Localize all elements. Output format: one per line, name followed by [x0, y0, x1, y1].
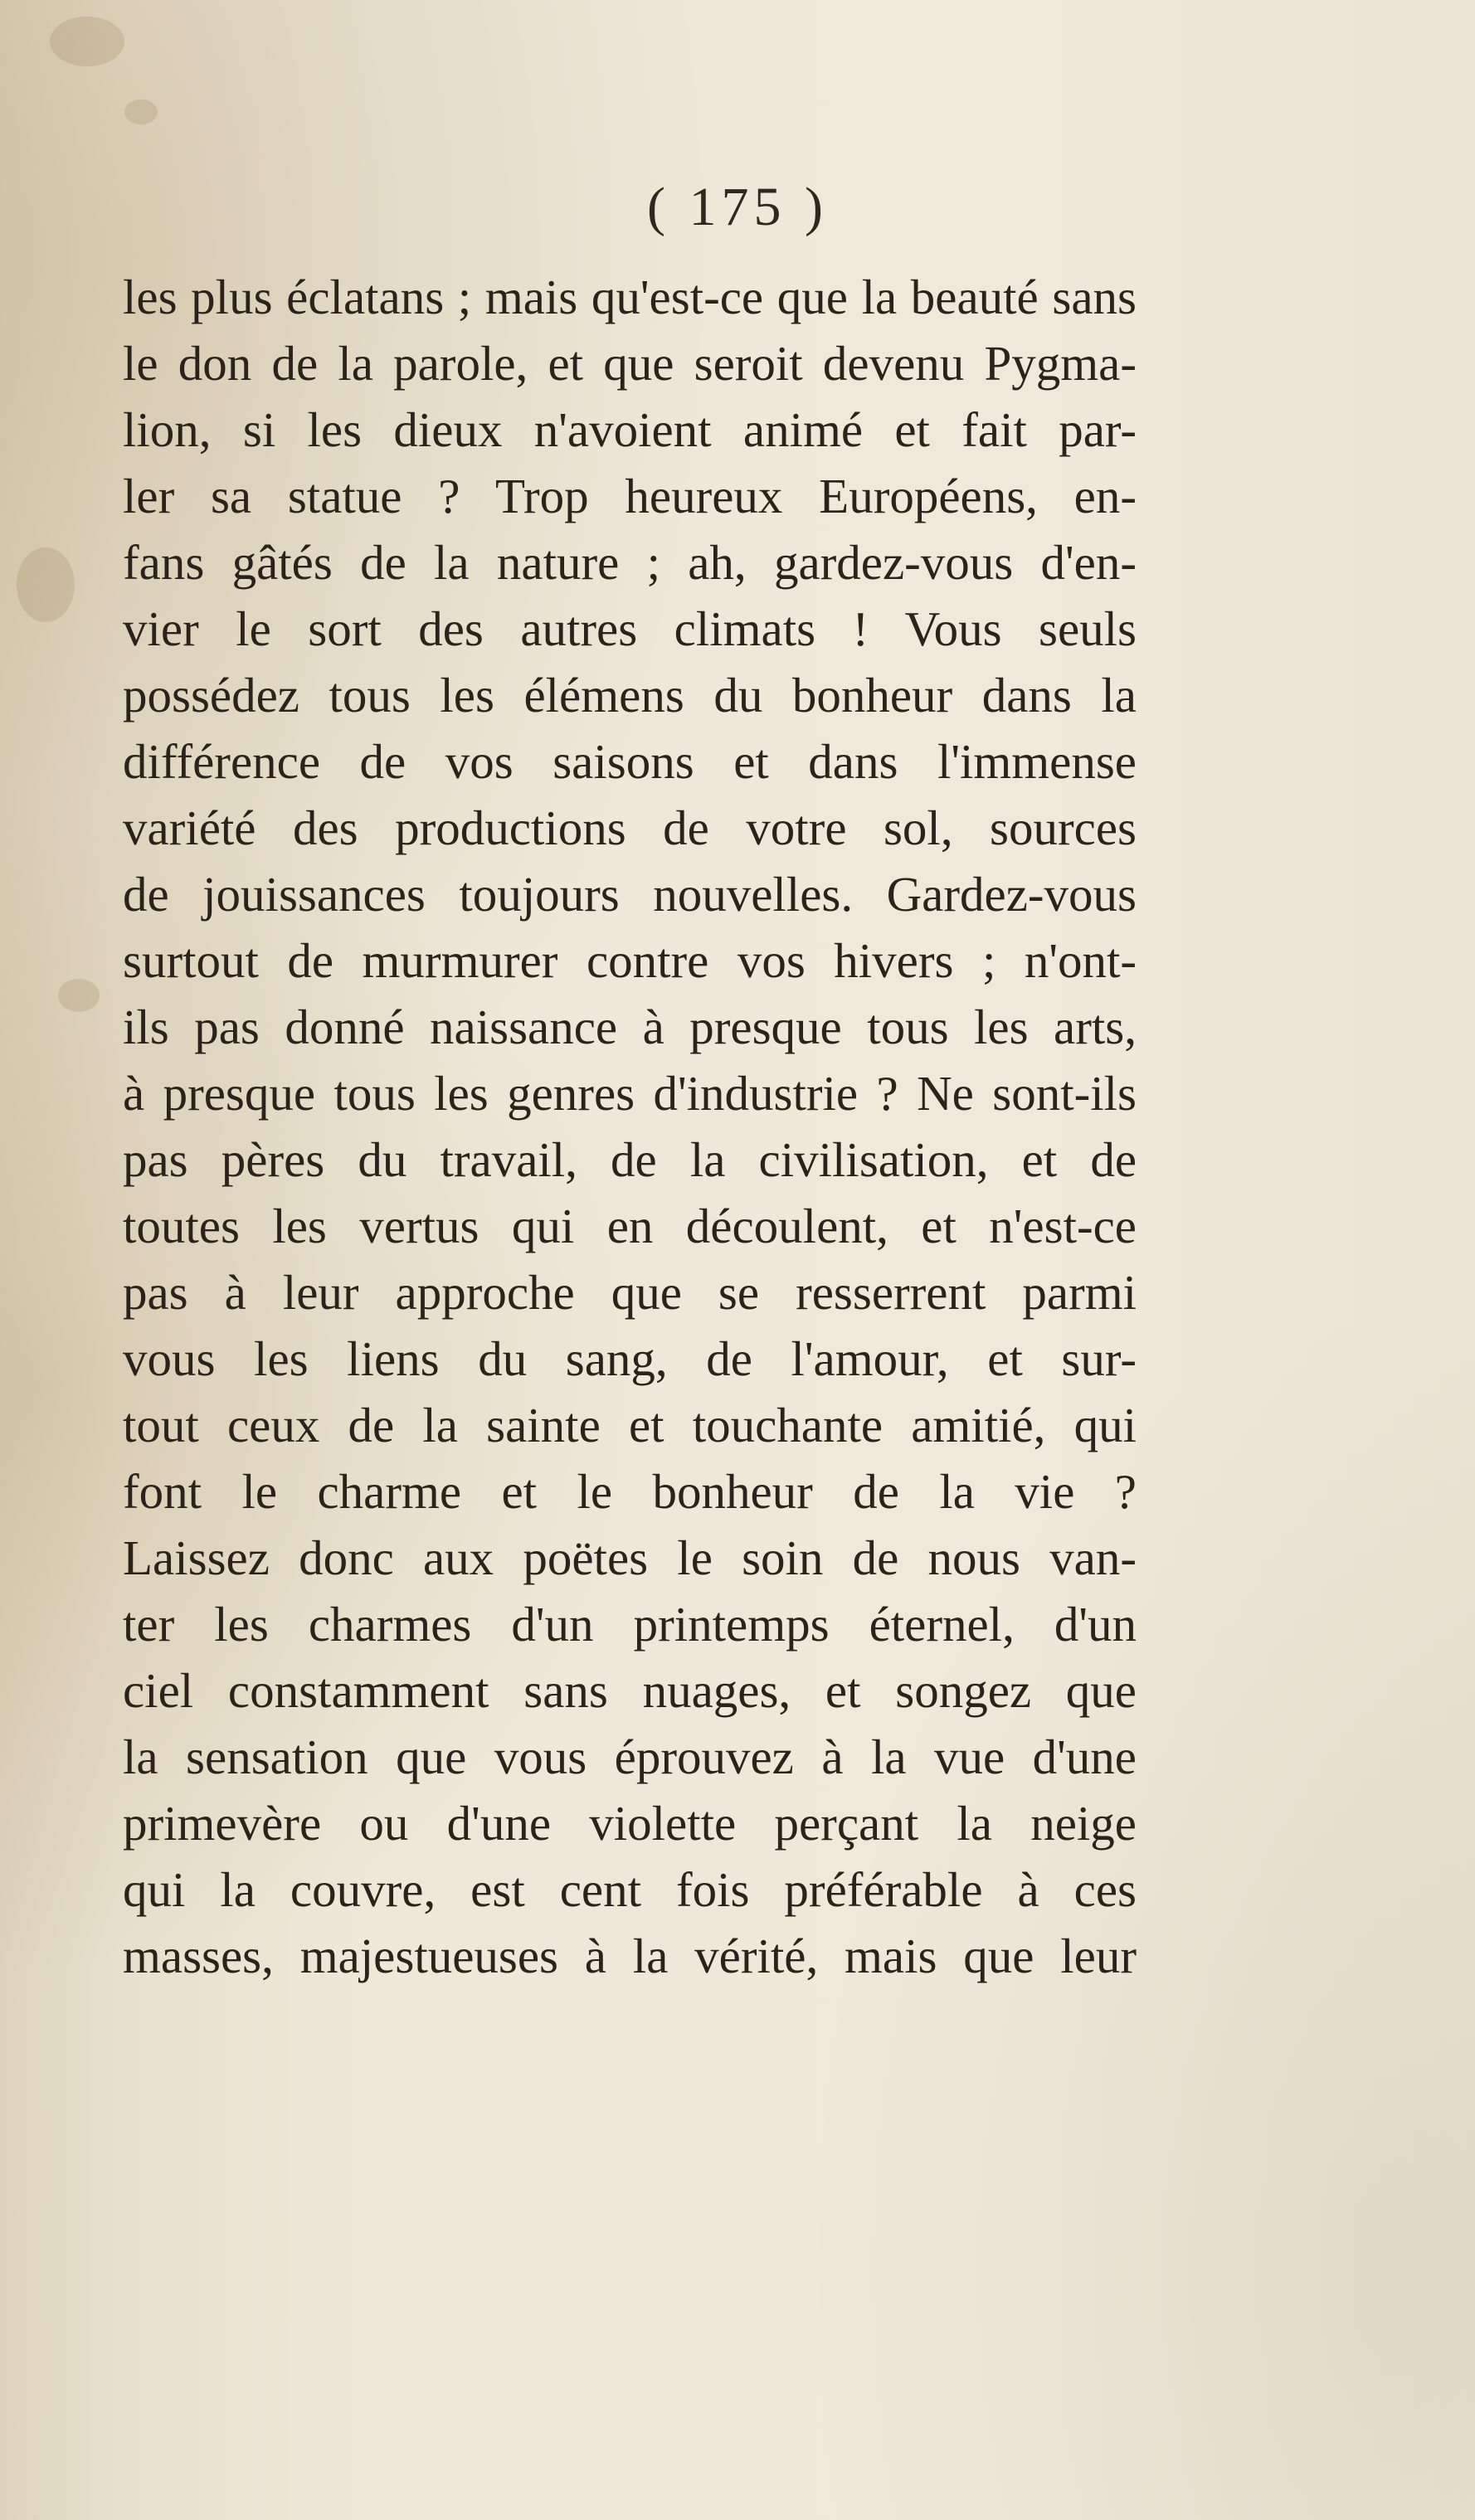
text-line: surtout de murmurer contre vos hivers ; n'ont- — [123, 933, 1137, 988]
text-line: ler sa statue ? Trop heureux Européens, en- — [123, 469, 1137, 523]
text-line: toutes les vertus qui en découlent, et n'est-ce — [123, 1199, 1137, 1253]
text-line: à presque tous les genres d'industrie ? Ne sont-ils — [123, 1066, 1137, 1121]
body-text — [123, 264, 1137, 1989]
text-line: différence de vos saisons et dans l'immense — [123, 734, 1137, 789]
foxing-stain — [17, 547, 75, 622]
text-line: font le charme et le bonheur de la vie ? — [123, 1464, 1137, 1519]
foxing-stain — [58, 979, 100, 1012]
foxing-stain — [50, 17, 124, 66]
text-line: qui la couvre, est cent fois préférable à ces — [123, 1862, 1137, 1917]
text-line: lion, si les dieux n'avoient animé et fait par- — [123, 402, 1137, 457]
text-line: primevère ou d'une violette perçant la neige — [123, 1796, 1137, 1851]
text-line: vous les liens du sang, de l'amour, et sur- — [123, 1331, 1137, 1386]
text-line: pas à leur approche que se resserrent parmi — [123, 1265, 1137, 1320]
text-line: le don de la parole, et que seroit devenu Pygma- — [123, 336, 1137, 391]
foxing-stain — [124, 100, 158, 124]
text-line: variété des productions de votre sol, sources — [123, 800, 1137, 855]
text-line: fans gâtés de la nature ; ah, gardez-vous d'en- — [123, 535, 1137, 590]
text-line: ter les charmes d'un printemps éternel, d'un — [123, 1597, 1137, 1652]
text-line: possédez tous les élémens du bonheur dans la — [123, 668, 1137, 722]
text-line: ciel constamment sans nuages, et songez que — [123, 1663, 1137, 1718]
text-line: les plus éclatans ; mais qu'est-ce que la beauté sans — [123, 270, 1137, 324]
text-line: pas pères du travail, de la civilisation, et de — [123, 1132, 1137, 1187]
text-line: la sensation que vous éprouvez à la vue d'une — [123, 1729, 1137, 1784]
page-number: ( 175 ) — [647, 177, 828, 237]
text-line: masses, majestueuses à la vérité, mais que leur — [123, 1929, 1137, 1983]
text-line: vier le sort des autres climats ! Vous seuls — [123, 601, 1137, 656]
text-line: de jouissances toujours nouvelles. Gardez-vous — [123, 867, 1137, 922]
text-line: ils pas donné naissance à presque tous les arts, — [123, 1000, 1137, 1054]
text-line: tout ceux de la sainte et touchante amitié, qui — [123, 1398, 1137, 1452]
text-line: Laissez donc aux poëtes le soin de nous van- — [123, 1530, 1137, 1585]
